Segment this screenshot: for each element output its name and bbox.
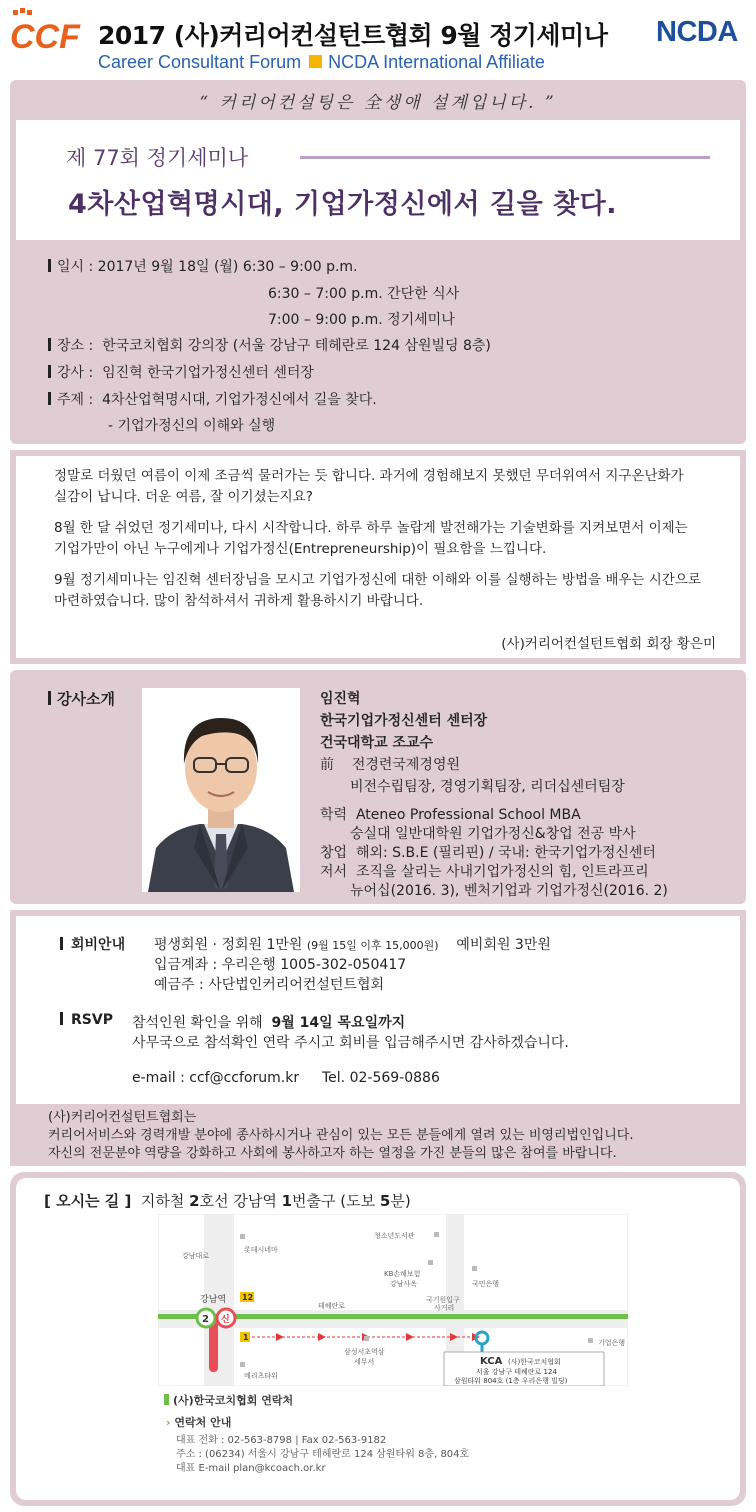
topic-row (48, 389, 377, 409)
green-bar-icon (164, 1394, 169, 1405)
location-label: [ 오시는 길 ] (44, 1192, 132, 1210)
speaker-section (10, 670, 746, 904)
rsvp-line-1 (132, 1012, 405, 1032)
startup-value: 해외: S.B.E (필리핀) / 국내: 한국기업가정신센터 (355, 845, 656, 861)
seminar-section (10, 80, 746, 444)
edu-label: 학력 (320, 807, 348, 823)
signature: (사)커리어컨설턴트협회 회장 황은미 (501, 636, 716, 652)
map-addr-2: 삼원타워 804호 (1층 우리은행 빌딩) (454, 1377, 568, 1385)
speaker-photo (142, 688, 300, 892)
fee-late-note: (9월 15일 이후 15,000원) (306, 939, 439, 952)
former-row (320, 754, 460, 774)
rsvp-intro: 참석인원 확인을 위해 (132, 1015, 263, 1031)
slogan: “ 커리어컨설팅은 全생애 설계입니다. ” (199, 93, 557, 113)
contact-sub-text: 연락처 안내 (174, 1416, 232, 1429)
seminar-number: 제 77회 정기세미나 (66, 146, 249, 170)
map-ibk: 기업은행 (598, 1339, 626, 1347)
topic-label: 주제 : (57, 392, 94, 408)
map-sin-label: 신 (221, 1315, 230, 1325)
former-2: 비전수립팀장, 경영기획팀장, 리더십센터팀장 (350, 779, 625, 795)
map-box (16, 1178, 740, 1500)
speaker-heading-text: 강사소개 (57, 690, 115, 708)
fee-label (60, 934, 125, 954)
place-label: 장소 : (57, 338, 94, 354)
fee-label-text: 회비안내 (71, 937, 126, 953)
map-addr-1: 서울 강남구 테헤란로 124 (476, 1368, 557, 1376)
subtitle-left: Career Consultant Forum (98, 52, 302, 72)
chevron-right-icon: › (166, 1416, 171, 1429)
fee-section (10, 910, 746, 1166)
desc-e: 번출구 (도보 (292, 1192, 376, 1210)
rsvp-label-text: RSVP (71, 1012, 113, 1028)
contact-phone: 대표 전화 : 02-563-8798 | Fax 02-563-9182 (176, 1435, 387, 1446)
about-line-2: 커리어서비스와 경력개발 분야에 종사하시거나 관심이 있는 모든 분들에게 열려 있는 비영리법인입니다. (48, 1128, 634, 1143)
desc-c: 호선 강남역 (199, 1192, 277, 1210)
map-kb-2: 강남사옥 (390, 1280, 418, 1288)
seminar-title-box (16, 120, 740, 240)
rsvp-label (60, 1012, 113, 1028)
greeting-paragraph-2: 8월 한 달 쉬었던 정기세미나, 다시 시작합니다. 하루 하루 놀랍게 발전해가는 기술변화를 지켜보면서 이제는 기업가만이 아닌 누구에게나 기업가정신(Entrepreneurship)이 필요함을 느낍니다. (54, 520, 688, 557)
fee-box (16, 916, 740, 1104)
desc-b: 2 (189, 1192, 200, 1210)
ccf-logo (10, 8, 86, 52)
startup-label: 창업 (320, 845, 348, 861)
about-line-3: 자신의 전문분야 역량을 강화하고 사회에 봉사하고자 하는 열정을 가진 분들의 많은 참여를 바랍니다. (48, 1146, 617, 1161)
books-1: 조직을 살리는 사내기업가정신의 힘, 인트라프리 (355, 864, 649, 880)
bullet-bar (48, 392, 51, 405)
former-label: 前 (320, 757, 334, 773)
desc-a: 지하철 (140, 1192, 185, 1210)
email-link[interactable]: e-mail : ccf@ccforum.kr (132, 1070, 300, 1086)
bank-account: 입금계좌 : 우리은행 1005-302-050417 (154, 957, 407, 973)
seminar-theme: 4차산업혁명시대, 기업가정신에서 길을 찾다. (68, 189, 617, 220)
location-section (10, 1172, 746, 1506)
former-1: 전경련국제경영원 (351, 757, 461, 773)
schedule-seminar: 7:00 – 9:00 p.m. 정기세미나 (268, 312, 455, 328)
desc-d: 1 (281, 1192, 293, 1210)
map-teheran: 테헤란로 (318, 1302, 346, 1310)
ncda-logo: NCDA (656, 16, 738, 48)
map-meritz: 메리츠타워 (244, 1372, 278, 1380)
speaker-label: 강사 : (57, 365, 94, 381)
subtitle (98, 52, 545, 73)
speaker-value: 임진혁 한국기업가정신센터 센터장 (102, 365, 314, 381)
location-map (158, 1214, 628, 1386)
contact-address: 주소 : (06234) 서울시 강남구 테헤란로 124 삼원타워 8층, 804호 (176, 1449, 470, 1460)
location-heading (44, 1190, 411, 1211)
books-label: 저서 (320, 864, 348, 880)
edu-1: Ateneo Professional School MBA (355, 807, 581, 823)
page-title: 2017 (사)커리어컨설턴트협회 9월 정기세미나 (98, 21, 608, 50)
map-intersection-1: 국기원입구 (426, 1296, 460, 1304)
topic-sub: - 기업가정신의 이해와 실행 (108, 418, 276, 434)
desc-f: 5 (379, 1192, 391, 1210)
bullet-bar (48, 338, 51, 351)
map-kca-logo: KCA (480, 1356, 503, 1367)
rsvp-line-2: 사무국으로 참석확인 연락 주시고 회비를 입금해주시면 감사하겠습니다. (132, 1035, 569, 1051)
logo-text: CCF (10, 18, 80, 52)
map-exit-12: 12 (242, 1293, 254, 1302)
fee-line-1 (154, 934, 551, 954)
yellow-square-icon (309, 55, 322, 68)
map-station: 강남역 (200, 1295, 227, 1305)
map-intersection-2: 사거리 (434, 1304, 455, 1312)
greeting-letter (16, 456, 740, 658)
map-kb: KB손해보험 (384, 1270, 421, 1278)
map-youth-library: 청소년도서관 (374, 1232, 415, 1240)
bullet-bar (60, 937, 63, 950)
speaker-affiliation: 건국대학교 조교수 (320, 735, 434, 751)
header (0, 0, 756, 80)
bullet-bar (48, 259, 51, 272)
bullet-bar (60, 1012, 63, 1025)
contact-title (164, 1392, 293, 1408)
edu-2: 숭실대 일반대학원 기업가정신&창업 전공 박사 (350, 826, 636, 842)
subtitle-right: NCDA International Affiliate (328, 52, 545, 72)
map-samsung-1: 삼성서초역삼 (344, 1348, 385, 1356)
contact-email[interactable]: 대표 E-mail plan@kcoach.or.kr (176, 1463, 326, 1474)
contact-title-text: (사)한국코치협회 연락처 (173, 1394, 294, 1407)
bullet-bar (48, 365, 51, 378)
speaker-heading (48, 688, 115, 709)
map-samsung-2: 세무서 (354, 1358, 375, 1366)
map-kca-name: (사)한국코치협회 (508, 1358, 561, 1366)
fee-regular: 평생회원 · 정회원 1만원 (154, 937, 303, 953)
date-row (48, 256, 358, 276)
account-holder: 예금주 : 사단법인커리어컨설턴트협회 (154, 977, 385, 993)
books-2: 뉴어십(2016. 3), 벤처기업과 기업가정신(2016. 2) (350, 883, 668, 899)
schedule-dinner: 6:30 – 7:00 p.m. 간단한 식사 (268, 286, 460, 302)
map-kookmin: 국민은행 (472, 1280, 500, 1288)
map-gangnam-daero: 강남대로 (182, 1252, 210, 1260)
greeting-paragraph-1: 정말로 더웠던 여름이 이제 조금씩 물러가는 듯 합니다. 과거에 경험해보지 못했던 무더위여서 지구온난화가 실감이 납니다. 더운 여름, 잘 이기셨는지요? (54, 468, 684, 505)
place-row (48, 335, 491, 355)
date-label: 일시 : (57, 259, 94, 275)
phone-number: Tel. 02-569-0886 (322, 1070, 440, 1086)
speaker-name: 임진혁 (320, 691, 361, 707)
contact-sub (166, 1414, 231, 1430)
map-line-number: 2 (202, 1314, 209, 1325)
date-value: 2017년 9월 18일 (월) 6:30 – 9:00 p.m. (97, 259, 358, 275)
edu-row (320, 804, 581, 824)
desc-g: 분) (390, 1192, 411, 1210)
map-exit-1: 1 (243, 1333, 249, 1342)
speaker-position: 한국기업가정신센터 센터장 (320, 713, 488, 729)
speaker-row (48, 362, 314, 382)
books-row (320, 861, 649, 881)
map-lotte: 롯데시네마 (244, 1246, 278, 1254)
greeting-section (10, 450, 746, 664)
place-value: 한국코치협회 강의장 (서울 강남구 테헤란로 124 삼원빌딩 8층) (102, 338, 491, 354)
title-divider (300, 156, 710, 159)
greeting-paragraph-3: 9월 정기세미나는 임진혁 센터장님을 모시고 기업가정신에 대한 이해와 이를 실행하는 방법을 배우는 시간으로 마련하였습니다. 많이 참석하셔서 귀하게 활용하시기 바랍니다. (54, 572, 701, 609)
about-line-1: (사)커리어컨설턴트협회는 (48, 1110, 197, 1125)
bullet-bar (48, 691, 51, 705)
startup-row (320, 842, 656, 862)
fee-associate: 예비회원 3만원 (456, 937, 551, 953)
topic-value: 4차산업혁명시대, 기업가정신에서 길을 찾다. (102, 392, 377, 408)
rsvp-deadline: 9월 14일 목요일까지 (271, 1015, 406, 1031)
